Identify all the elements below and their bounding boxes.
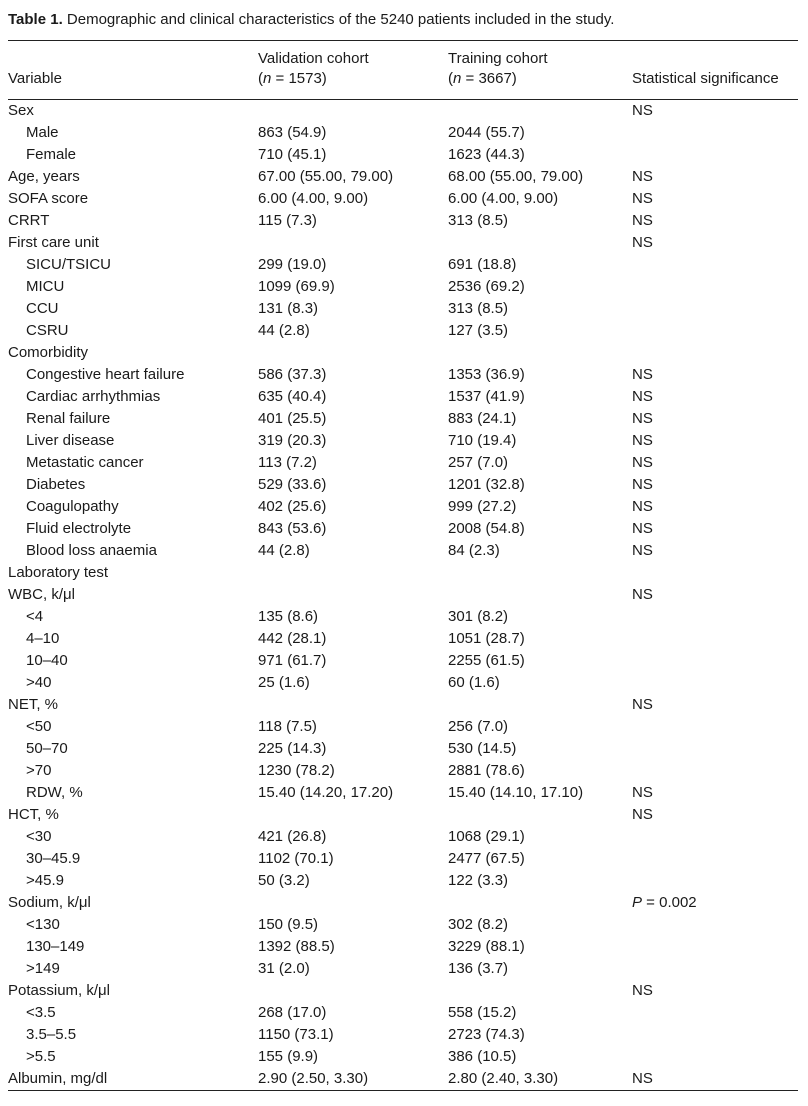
header-validation-n-symbol: n	[263, 70, 272, 87]
row-validation-value: 635 (40.4)	[258, 388, 327, 405]
row-significance	[632, 716, 798, 738]
table-row	[8, 298, 798, 320]
row-significance: NS	[632, 190, 653, 207]
row-significance: NS	[632, 366, 653, 383]
row-validation-value: 442 (28.1)	[258, 630, 327, 647]
row-significance: NS	[632, 498, 653, 515]
row-training-value	[440, 980, 632, 1002]
row-validation-value: 1099 (69.9)	[258, 278, 335, 295]
row-validation-value	[248, 804, 440, 826]
table-row	[8, 320, 798, 342]
row-training-value: 710 (19.4)	[448, 432, 517, 449]
row-training-value: 2255 (61.5)	[448, 652, 525, 669]
table-row	[8, 452, 798, 474]
row-variable: Congestive heart failure	[26, 366, 185, 383]
table-row	[8, 100, 798, 123]
row-training-value: 2536 (69.2)	[448, 278, 525, 295]
table-row	[8, 1024, 798, 1046]
table-row	[8, 936, 798, 958]
table-caption	[8, 10, 798, 30]
row-significance: NS	[632, 586, 653, 603]
row-validation-value: 1230 (78.2)	[258, 762, 335, 779]
row-significance	[632, 122, 798, 144]
row-variable: Metastatic cancer	[26, 454, 144, 471]
row-training-value: 386 (10.5)	[448, 1048, 517, 1065]
table-row	[8, 1002, 798, 1024]
row-variable: Age, years	[8, 168, 80, 185]
row-validation-value: 150 (9.5)	[258, 916, 319, 933]
row-training-value: 84 (2.3)	[448, 542, 500, 559]
row-training-value	[440, 232, 632, 254]
row-variable: Fluid electrolyte	[26, 520, 132, 537]
p-value-symbol: P	[632, 894, 643, 911]
row-validation-value	[248, 562, 440, 584]
row-significance	[632, 914, 798, 936]
row-variable: Albumin, mg/dl	[8, 1070, 108, 1087]
row-significance: P = 0.002	[632, 894, 697, 911]
row-significance: NS	[632, 432, 653, 449]
row-variable: <130	[26, 916, 60, 933]
row-variable: >70	[26, 762, 52, 779]
row-variable: First care unit	[8, 234, 99, 251]
table-row	[8, 496, 798, 518]
row-variable: Potassium, k/μl	[8, 982, 111, 999]
table-row	[8, 254, 798, 276]
row-significance: NS	[632, 982, 653, 999]
row-significance	[632, 254, 798, 276]
row-significance	[632, 276, 798, 298]
row-validation-value: 2.90 (2.50, 3.30)	[258, 1070, 369, 1087]
table-figure	[8, 0, 798, 1091]
row-variable: Coagulopathy	[26, 498, 119, 515]
row-training-value: 127 (3.5)	[448, 322, 509, 339]
row-validation-value: 25 (1.6)	[258, 674, 310, 691]
table-row	[8, 914, 798, 936]
row-significance: NS	[632, 454, 653, 471]
table-row	[8, 804, 798, 826]
row-variable: SOFA score	[8, 190, 89, 207]
row-training-value: 136 (3.7)	[448, 960, 509, 977]
row-significance: NS	[632, 784, 653, 801]
header-training-n-symbol: n	[453, 70, 462, 87]
table-row	[8, 980, 798, 1002]
row-validation-value: 50 (3.2)	[258, 872, 310, 889]
row-training-value: 530 (14.5)	[448, 740, 517, 757]
header-variable: Variable	[8, 70, 62, 87]
row-validation-value: 44 (2.8)	[258, 542, 310, 559]
table-row	[8, 364, 798, 386]
row-significance: NS	[632, 388, 653, 405]
row-variable: Blood loss anaemia	[26, 542, 157, 559]
table-row	[8, 122, 798, 144]
row-significance: NS	[632, 410, 653, 427]
row-variable: <30	[26, 828, 52, 845]
row-training-value: 15.40 (14.10, 17.10)	[448, 784, 584, 801]
table-row	[8, 760, 798, 782]
table-caption-text: Demographic and clinical characteristics of the 5240 patients included in the study.	[66, 11, 615, 28]
row-validation-value: 710 (45.1)	[258, 146, 327, 163]
table-row	[8, 232, 798, 254]
row-validation-value: 155 (9.9)	[258, 1048, 319, 1065]
row-validation-value: 6.00 (4.00, 9.00)	[258, 190, 369, 207]
row-significance	[632, 650, 798, 672]
row-significance	[632, 320, 798, 342]
row-variable: <4	[26, 608, 44, 625]
header-validation-title: Validation cohort	[258, 50, 369, 67]
row-variable: Sodium, k/μl	[8, 894, 91, 911]
header-validation-cohort	[248, 41, 440, 100]
table-row	[8, 342, 798, 364]
row-training-value: 2881 (78.6)	[448, 762, 525, 779]
row-training-value: 2008 (54.8)	[448, 520, 525, 537]
row-variable: 30–45.9	[26, 850, 81, 867]
row-variable: 130–149	[26, 938, 85, 955]
row-training-value: 2.80 (2.40, 3.30)	[448, 1070, 559, 1087]
row-training-value: 301 (8.2)	[448, 608, 509, 625]
table-row	[8, 1046, 798, 1068]
table-row	[8, 408, 798, 430]
row-significance: NS	[632, 1070, 653, 1087]
header-training-cohort	[440, 41, 632, 100]
table-row	[8, 518, 798, 540]
table-row	[8, 562, 798, 584]
header-validation-n	[258, 69, 440, 89]
row-training-value: 999 (27.2)	[448, 498, 517, 515]
row-variable: Liver disease	[26, 432, 115, 449]
row-training-value: 313 (8.5)	[448, 212, 509, 229]
characteristics-table	[8, 40, 798, 1091]
row-training-value: 1537 (41.9)	[448, 388, 525, 405]
row-training-value: 691 (18.8)	[448, 256, 517, 273]
row-validation-value: 319 (20.3)	[258, 432, 327, 449]
header-training-n-open: (	[448, 70, 453, 87]
table-row	[8, 848, 798, 870]
row-validation-value	[248, 694, 440, 716]
row-training-value: 2723 (74.3)	[448, 1026, 525, 1043]
table-row	[8, 738, 798, 760]
row-variable: >149	[26, 960, 60, 977]
row-training-value: 257 (7.0)	[448, 454, 509, 471]
row-significance	[632, 848, 798, 870]
table-row	[8, 782, 798, 804]
table-row	[8, 430, 798, 452]
row-variable: Male	[26, 124, 59, 141]
row-training-value: 302 (8.2)	[448, 916, 509, 933]
header-training-n	[448, 69, 632, 89]
row-training-value: 2044 (55.7)	[448, 124, 525, 141]
row-variable: >40	[26, 674, 52, 691]
row-validation-value: 529 (33.6)	[258, 476, 327, 493]
row-validation-value: 1102 (70.1)	[258, 850, 334, 867]
row-training-value: 1201 (32.8)	[448, 476, 525, 493]
row-validation-value	[248, 232, 440, 254]
row-variable: CCU	[26, 300, 59, 317]
row-significance: NS	[632, 168, 653, 185]
row-validation-value: 1392 (88.5)	[258, 938, 335, 955]
row-significance	[632, 628, 798, 650]
row-significance: NS	[632, 212, 653, 229]
row-validation-value: 421 (26.8)	[258, 828, 327, 845]
row-variable: Diabetes	[26, 476, 86, 493]
row-validation-value: 401 (25.5)	[258, 410, 327, 427]
row-variable: HCT, %	[8, 806, 59, 823]
table-row	[8, 958, 798, 980]
row-validation-value	[248, 980, 440, 1002]
row-variable: Laboratory test	[8, 564, 109, 581]
row-variable: Renal failure	[26, 410, 111, 427]
table-row	[8, 870, 798, 892]
row-validation-value	[248, 100, 440, 123]
table-row	[8, 540, 798, 562]
row-variable: NET, %	[8, 696, 59, 713]
header-training-n-value: = 3667)	[461, 70, 517, 87]
row-variable: 4–10	[26, 630, 60, 647]
row-significance: NS	[632, 234, 653, 251]
row-validation-value	[248, 584, 440, 606]
row-validation-value: 225 (14.3)	[258, 740, 327, 757]
row-training-value: 68.00 (55.00, 79.00)	[448, 168, 584, 185]
row-training-value: 1051 (28.7)	[448, 630, 525, 647]
header-validation-n-open: (	[258, 70, 263, 87]
table-row	[8, 166, 798, 188]
row-validation-value: 44 (2.8)	[258, 322, 310, 339]
table-row	[8, 716, 798, 738]
row-training-value: 883 (24.1)	[448, 410, 517, 427]
table-row	[8, 672, 798, 694]
row-variable: >45.9	[26, 872, 64, 889]
row-validation-value: 118 (7.5)	[258, 718, 317, 735]
table-row	[8, 892, 798, 914]
row-significance	[632, 298, 798, 320]
row-validation-value: 843 (53.6)	[258, 520, 327, 537]
row-validation-value: 15.40 (14.20, 17.20)	[258, 784, 394, 801]
row-significance	[632, 738, 798, 760]
row-significance	[632, 1024, 798, 1046]
row-variable: Female	[26, 146, 77, 163]
row-significance: NS	[632, 806, 653, 823]
row-validation-value: 971 (61.7)	[258, 652, 327, 669]
row-significance	[632, 826, 798, 848]
table-row	[8, 144, 798, 166]
row-significance	[632, 672, 798, 694]
row-variable: MICU	[26, 278, 65, 295]
row-training-value: 60 (1.6)	[448, 674, 500, 691]
row-validation-value: 113 (7.2)	[258, 454, 317, 471]
row-training-value: 6.00 (4.00, 9.00)	[448, 190, 559, 207]
row-training-value: 122 (3.3)	[448, 872, 509, 889]
row-validation-value: 863 (54.9)	[258, 124, 327, 141]
row-significance	[632, 1002, 798, 1024]
table-body	[8, 100, 798, 1091]
table-row	[8, 694, 798, 716]
row-variable: CRRT	[8, 212, 50, 229]
table-row	[8, 606, 798, 628]
header-training-title: Training cohort	[448, 50, 548, 67]
row-training-value: 256 (7.0)	[448, 718, 509, 735]
header-significance: Statistical significance	[632, 70, 779, 87]
row-variable: Sex	[8, 102, 34, 119]
row-significance	[632, 870, 798, 892]
table-header	[8, 41, 798, 100]
row-validation-value: 268 (17.0)	[258, 1004, 327, 1021]
table-row	[8, 386, 798, 408]
row-training-value: 1623 (44.3)	[448, 146, 525, 163]
row-validation-value: 402 (25.6)	[258, 498, 327, 515]
table-row	[8, 584, 798, 606]
row-variable: RDW, %	[26, 784, 83, 801]
row-validation-value: 299 (19.0)	[258, 256, 327, 273]
row-training-value: 558 (15.2)	[448, 1004, 517, 1021]
row-validation-value: 131 (8.3)	[258, 300, 319, 317]
row-significance: NS	[632, 476, 653, 493]
row-training-value	[440, 584, 632, 606]
table-row	[8, 188, 798, 210]
row-validation-value: 135 (8.6)	[258, 608, 319, 625]
row-significance	[632, 958, 798, 980]
row-validation-value: 586 (37.3)	[258, 366, 327, 383]
row-training-value: 2477 (67.5)	[448, 850, 525, 867]
row-variable: Comorbidity	[8, 344, 89, 361]
row-training-value: 313 (8.5)	[448, 300, 509, 317]
row-training-value: 3229 (88.1)	[448, 938, 525, 955]
row-significance: NS	[632, 520, 653, 537]
row-variable: Cardiac arrhythmias	[26, 388, 161, 405]
row-variable: WBC, k/μl	[8, 586, 75, 603]
row-significance	[632, 760, 798, 782]
row-validation-value	[248, 892, 440, 914]
row-significance	[632, 144, 798, 166]
row-significance	[632, 562, 798, 584]
table-row	[8, 628, 798, 650]
row-significance	[632, 606, 798, 628]
row-validation-value: 1150 (73.1)	[258, 1026, 334, 1043]
row-significance	[632, 1046, 798, 1068]
row-validation-value: 67.00 (55.00, 79.00)	[258, 168, 394, 185]
row-variable: CSRU	[26, 322, 69, 339]
table-row	[8, 826, 798, 848]
row-training-value	[440, 804, 632, 826]
table-row	[8, 474, 798, 496]
row-variable: 10–40	[26, 652, 68, 669]
row-variable: <50	[26, 718, 52, 735]
row-training-value	[440, 342, 632, 364]
row-variable: SICU/TSICU	[26, 256, 112, 273]
row-training-value	[440, 562, 632, 584]
row-significance	[632, 936, 798, 958]
row-variable: 3.5–5.5	[26, 1026, 77, 1043]
row-validation-value	[248, 342, 440, 364]
row-variable: 50–70	[26, 740, 68, 757]
row-validation-value: 115 (7.3)	[258, 212, 317, 229]
table-row	[8, 210, 798, 232]
row-variable: <3.5	[26, 1004, 56, 1021]
row-training-value: 1353 (36.9)	[448, 366, 525, 383]
table-caption-label: Table 1.	[8, 11, 63, 28]
row-significance: NS	[632, 542, 653, 559]
table-row	[8, 650, 798, 672]
row-significance: NS	[632, 102, 653, 119]
table-row	[8, 276, 798, 298]
row-significance: NS	[632, 696, 653, 713]
row-training-value	[440, 100, 632, 123]
table-row	[8, 1068, 798, 1091]
row-training-value	[440, 694, 632, 716]
row-training-value	[440, 892, 632, 914]
header-validation-n-value: = 1573)	[271, 70, 327, 87]
row-validation-value: 31 (2.0)	[258, 960, 310, 977]
row-training-value: 1068 (29.1)	[448, 828, 525, 845]
row-significance	[632, 342, 798, 364]
row-variable: >5.5	[26, 1048, 56, 1065]
